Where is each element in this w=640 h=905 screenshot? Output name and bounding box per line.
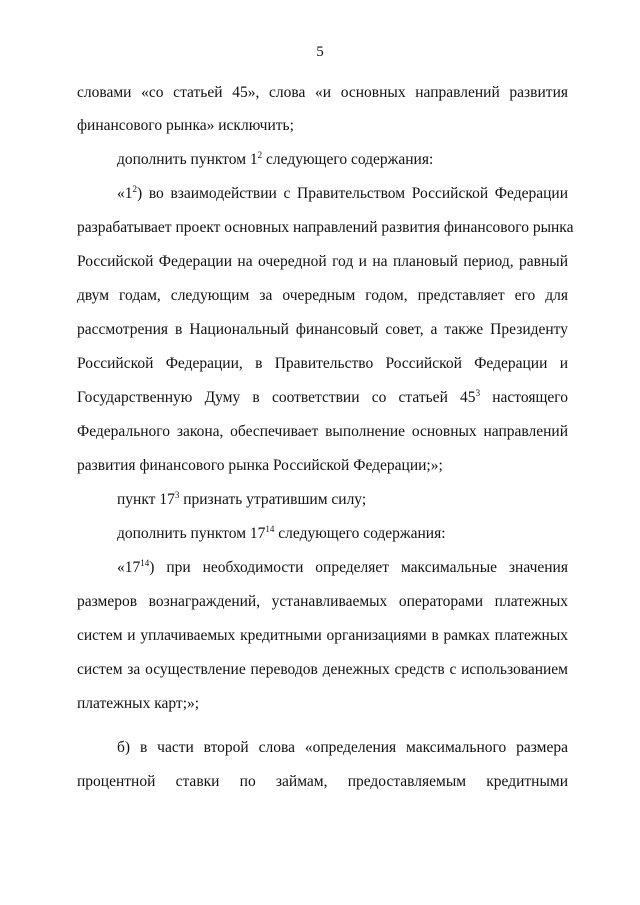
text-line: словами «со статьей 45», слова «и основных направлений развития — [77, 84, 568, 101]
text-line: дополнить пунктом $17^{14}$ следующего содержания: — [117, 524, 446, 542]
text-line: Государственную Думу в соответствии со статьей $45^3$ настоящего — [77, 388, 568, 406]
text-line: систем и уплачиваемых кредитными организациями в рамках платежных — [77, 627, 568, 644]
text-line: развития финансового рынка Российской Федерации;»; — [77, 457, 443, 474]
text-line: Российской Федерации, в Правительство Российской Федерации и — [77, 355, 568, 372]
text-line: финансового рынка» исключить; — [77, 117, 294, 134]
text-line: двум годам, следующим за очередным годом, представляет его для — [77, 287, 568, 304]
text-line: разрабатывает проект основных направлений развития финансового рынка — [77, 219, 574, 236]
page-number: 5 — [316, 44, 324, 60]
text-line: б) в части второй слова «определения максимального размера — [117, 739, 568, 756]
text-line: дополнить пунктом $1^2$ следующего содержания: — [117, 150, 434, 168]
text-line: процентной ставки по займам, предоставляемым кредитными — [77, 773, 568, 790]
text-line: рассмотрения в Национальный финансовый совет, а также Президенту — [77, 321, 568, 338]
text-line: «$1^2$) во взаимодействии с Правительством Российской Федерации — [117, 184, 568, 202]
text-line: платежных карт;»; — [77, 695, 200, 712]
text-line: «$17^{14}$) при необходимости определяет максимальные значения — [117, 558, 568, 576]
text-line: размеров вознаграждений, устанавливаемых операторами платежных — [77, 593, 568, 610]
text-line: Российской Федерации на очередной год и на плановый период, равный — [77, 253, 568, 270]
text-line: Федерального закона, обеспечивает выполнение основных направлений — [77, 423, 568, 440]
text-line: пункт $17^3$ признать утратившим силу; — [117, 490, 367, 508]
text-line: систем за осуществление переводов денежных средств с использованием — [77, 661, 568, 678]
